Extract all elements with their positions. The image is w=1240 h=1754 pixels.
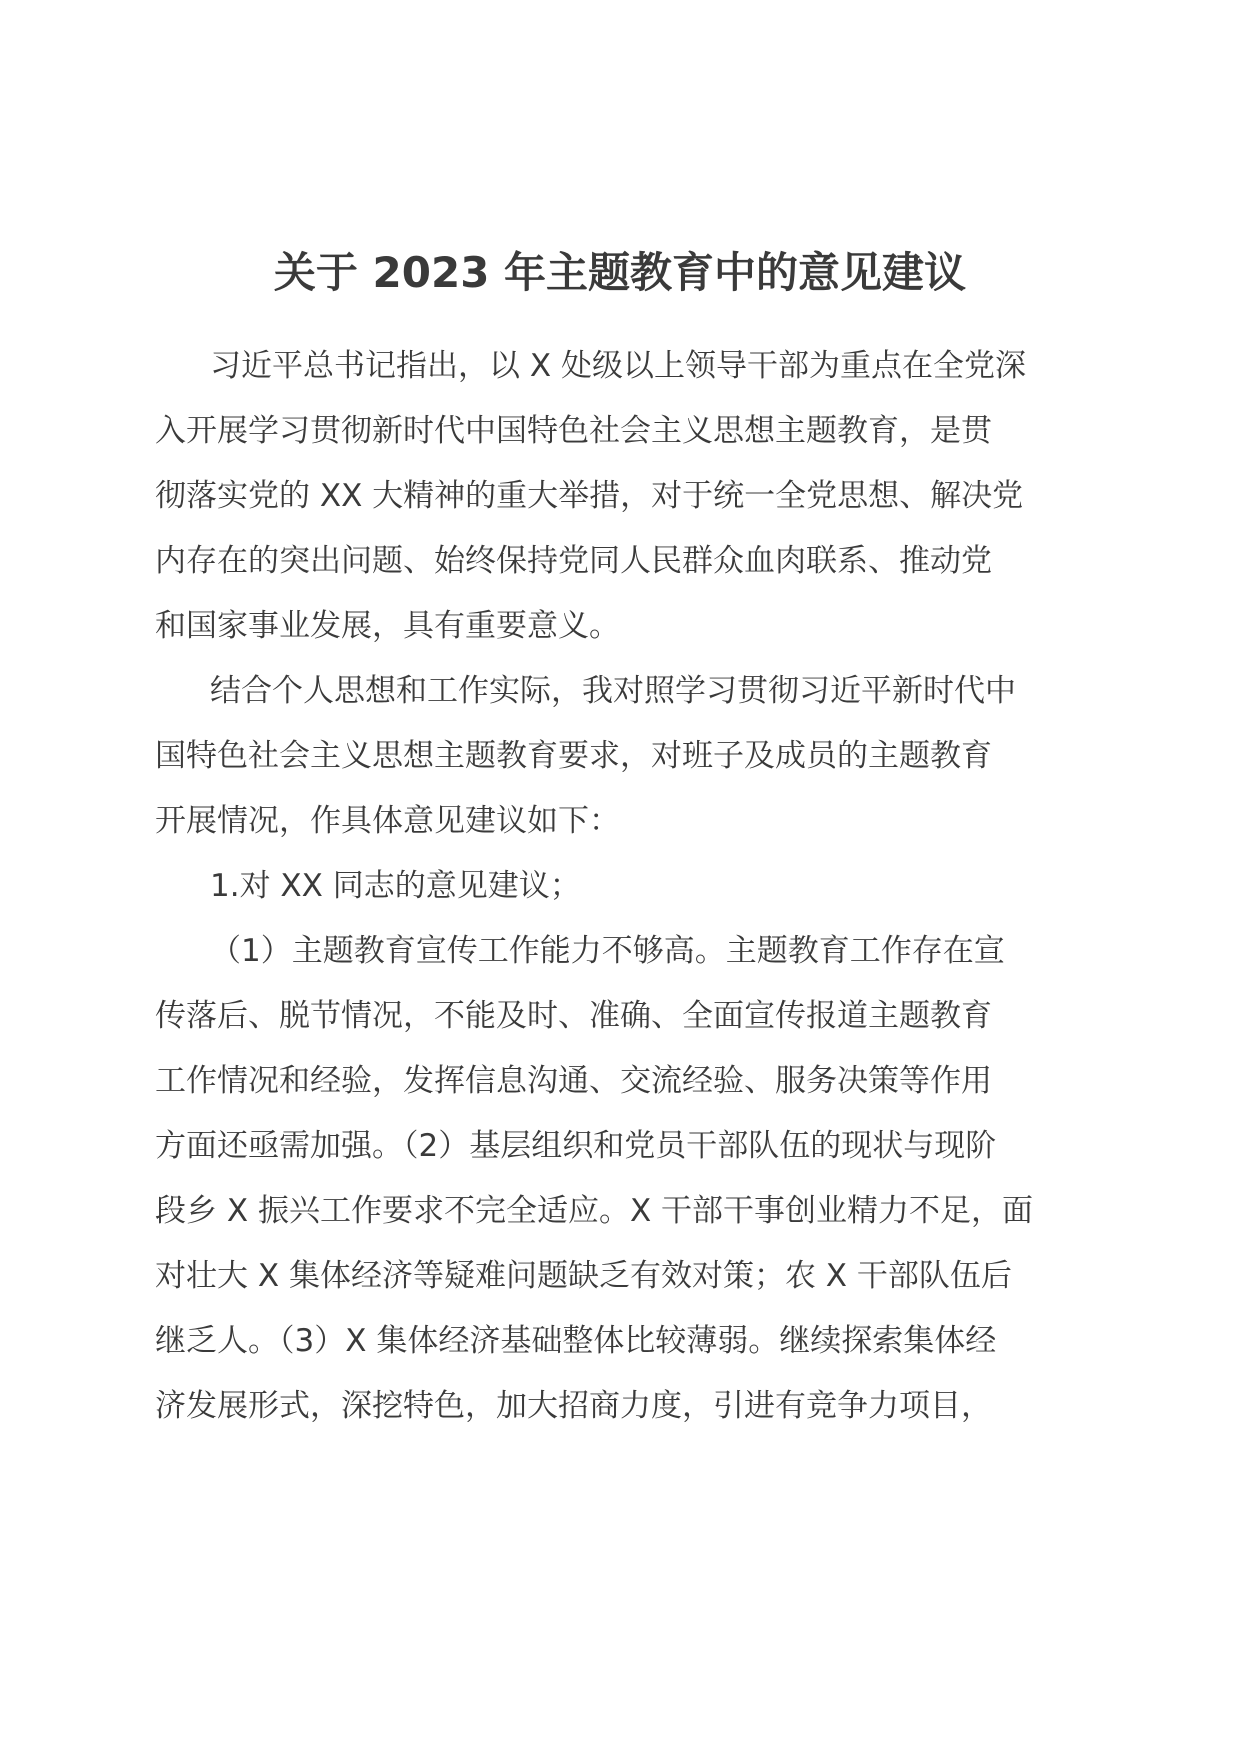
paragraph-3-line-1: （1）主题教育宣传工作能力不够高。主题教育工作存在宣	[210, 933, 1005, 969]
paragraph-1-line-1: 习近平总书记指出，以 X 处级以上领导干部为重点在全党深	[210, 348, 1026, 384]
paragraph-3-line-8: 济发展形式，深挖特色，加大招商力度，引进有竞争力项目，	[155, 1388, 992, 1424]
paragraph-1-line-2: 入开展学习贯彻新时代中国特色社会主义思想主题教育，是贯	[155, 413, 992, 449]
paragraph-2-line-1: 结合个人思想和工作实际，我对照学习贯彻习近平新时代中	[210, 673, 1016, 709]
paragraph-3-line-5: 段乡 X 振兴工作要求不完全适应。X 干部干事创业精力不足，面	[155, 1193, 1034, 1229]
document-title: 关于 2023 年主题教育中的意见建议	[273, 248, 967, 297]
paragraph-3-line-4: 方面还亟需加强。（2）基层组织和党员干部队伍的现状与现阶	[155, 1128, 997, 1164]
list-heading-1: 1.对 XX 同志的意见建议；	[210, 868, 581, 904]
paragraph-3-line-6: 对壮大 X 集体经济等疑难问题缺乏有效对策；农 X 干部队伍后	[155, 1258, 1012, 1294]
paragraph-3-line-3: 工作情况和经验，发挥信息沟通、交流经验、服务决策等作用	[155, 1063, 992, 1099]
paragraph-3-line-7: 继乏人。（3）X 集体经济基础整体比较薄弱。继续探索集体经	[155, 1323, 997, 1359]
paragraph-2-line-3: 开展情况，作具体意见建议如下：	[155, 803, 620, 839]
paragraph-2-line-2: 国特色社会主义思想主题教育要求，对班子及成员的主题教育	[155, 738, 992, 774]
paragraph-1-line-3: 彻落实党的 XX 大精神的重大举措，对于统一全党思想、解决党	[155, 478, 1024, 514]
document-body	[155, 334, 1100, 1439]
paragraph-3-line-2: 传落后、脱节情况，不能及时、准确、全面宣传报道主题教育	[155, 998, 992, 1034]
paragraph-1-line-5: 和国家事业发展，具有重要意义。	[155, 608, 620, 644]
paragraph-1-line-4: 内存在的突出问题、始终保持党同人民群众血肉联系、推动党	[155, 543, 992, 579]
